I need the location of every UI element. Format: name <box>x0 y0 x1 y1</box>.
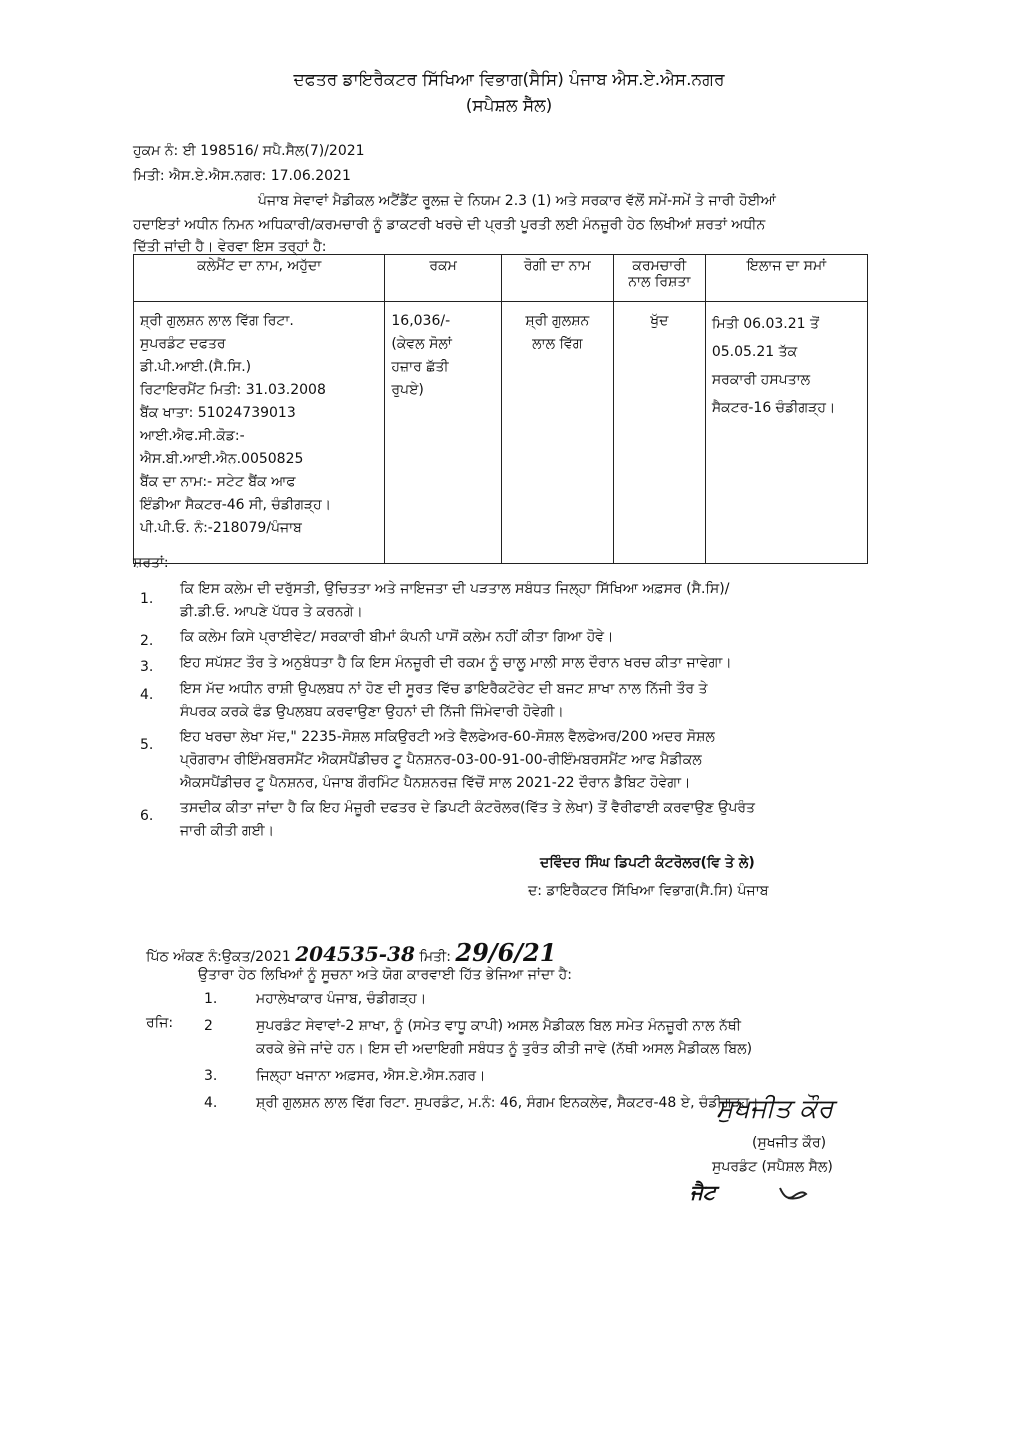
amount-cell <box>385 302 502 564</box>
treatment-cell <box>705 302 867 564</box>
patient-line: ਲਾਲ ਵਿੱਗ <box>532 336 583 352</box>
intro-line-2: ਹਦਾਇਤਾਂ ਅਧੀਨ ਨਿਮਨ ਅਧਿਕਾਰੀ/ਕਰਮਚਾਰੀ ਨੂੰ ਡਾਕਟਰੀ ਖਰਚੇ ਦੀ ਪ੍ਰਤੀ ਪੂਰਤੀ ਲਈ ਮੰਨਜ਼ੂਰੀ ਹੇਠ ਲਿਖੀਆਂ ਸ਼ਰਤਾਂ ਅਧੀਨ <box>133 217 766 233</box>
condition-number: 4. <box>140 687 154 703</box>
endorsement-number-item: 1. <box>204 991 218 1007</box>
amount-line: ਰੁਪਏ) <box>391 382 424 398</box>
office-subtitle: (ਸਪੈਸ਼ਲ ਸੈੱਲ) <box>465 96 553 116</box>
condition-number: 1. <box>140 591 154 607</box>
list-item <box>140 626 880 652</box>
claimant-line: ਸੁਪਰਡੰਟ ਦਫਤਰ <box>140 336 226 352</box>
claimant-line: ਪੀ.ਪੀ.ਓ. ਨੰ:-218079/ਪੰਜਾਬ <box>140 520 302 536</box>
treatment-line: ਮਿਤੀ 06.03.21 ਤੋਂ <box>711 316 819 332</box>
claimant-line: ਬੈਂਕ ਖਾਤਾ: 51024739013 <box>140 405 296 421</box>
office-title: ਦਫਤਰ ਡਾਇਰੈਕਟਰ ਸਿੱਖਿਆ ਵਿਭਾਗ(ਸੈਸਿ) ਪੰਜਾਬ ਐਸ.ਏ.ਐਸ.ਨਗਰ <box>293 70 725 90</box>
condition-line: ਪ੍ਰੋਗਰਾਮ ਰੀਇੰਮਬਰਸਮੈਂਟ ਐਕਸਪੈਂਡੀਚਰ ਟੂ ਪੈਨਸ਼ਨਰ-03-00-91-00-ਰੀਇੰਮਬਰਸਮੈਂਟ ਆਫ ਮੈਡੀਕਲ <box>180 752 702 768</box>
list-item <box>140 578 880 624</box>
relation-cell <box>613 302 705 564</box>
endorsement-number-prefix: ਪਿੱਠ ਅੰਕਣ ਨੰ:ਉਕਤ/2021 <box>146 949 291 965</box>
treatment-line: ਸੈਕਟਰ-16 ਚੰਡੀਗੜ੍ਹ। <box>711 400 836 416</box>
condition-line: ਸੰਪਰਕ ਕਰਕੇ ਫੰਡ ਉਪਲਬਧ ਕਰਵਾਉਣਾ ਉਹਨਾਂ ਦੀ ਨਿੱਜੀ ਜਿੰਮੇਵਾਰੀ ਹੋਵੇਗੀ। <box>180 704 564 720</box>
condition-line: ਕਿ ਇਸ ਕਲੇਮ ਦੀ ਦਰੁੱਸਤੀ, ਉਚਿਤਤਾ ਅਤੇ ਜਾਇਜਤਾ ਦੀ ਪੜਤਾਲ ਸਬੰਧਤ ਜਿਲ੍ਹਾ ਸਿੱਖਿਆ ਅਫ਼ਸਰ (ਸੈ.ਸਿ)/ <box>180 581 730 597</box>
treatment-line: ਸਰਕਾਰੀ ਹਸਪਤਾਲ <box>711 372 811 388</box>
condition-number: 6. <box>140 808 154 824</box>
header-relation: ਕਰਮਚਾਰੀ ਨਾਲ ਰਿਸ਼ਤਾ <box>613 255 705 302</box>
claimant-cell <box>134 302 385 564</box>
endorsement-line: ਸੁਪਰਡੰਟ ਸੇਵਾਵਾਂ-2 ਸ਼ਾਖਾ, ਨੂੰ (ਸਮੇਤ ਵਾਧੂ ਕਾਪੀ) ਅਸਲ ਮੈਡੀਕਲ ਬਿਲ ਸਮੇਤ ਮੰਨਜ਼ੂਰੀ ਨਾਲ ਨੱਥੀ <box>256 1018 741 1034</box>
condition-line: ਡੀ.ਡੀ.ਓ. ਆਪਣੇ ਪੱਧਰ ਤੇ ਕਰਨਗੇ। <box>180 604 363 620</box>
relation-value: ਖੁੱਦ <box>650 313 669 329</box>
endorsement-date-handwritten: 29/6/21 <box>455 938 557 967</box>
endorsement-number-item: 2 <box>204 1018 213 1034</box>
claimant-line: ਰਿਟਾਇਰਮੈਂਟ ਮਿਤੀ: 31.03.2008 <box>140 382 326 398</box>
superintendent-signature: ਸੁਖਜੀਤ ਕੌਰ <box>716 1094 834 1124</box>
claimant-line: ਡੀ.ਪੀ.ਆਈ.(ਸੈ.ਸਿ.) <box>140 359 252 375</box>
condition-line: ਇਸ ਮੱਦ ਅਧੀਨ ਰਾਸ਼ੀ ਉਪਲਬਧ ਨਾਂ ਹੋਣ ਦੀ ਸੂਰਤ ਵਿੱਚ ਡਾਇਰੈਕਟੋਰੇਟ ਦੀ ਬਜਟ ਸ਼ਾਖਾ ਨਾਲ ਨਿੱਜੀ ਤੌਰ ਤੇ <box>180 681 708 697</box>
condition-line: ਇਹ ਖਰਚਾ ਲੇਖਾ ਮੱਦ," 2235-ਸੋਸ਼ਲ ਸਕਿਉਰਟੀ ਅਤੇ ਵੈਲਫੇਅਰ-60-ਸੋਸ਼ਲ ਵੈਲਫੇਅਰ/200 ਅਦਰ ਸੋਸ਼ਲ <box>180 729 715 745</box>
condition-number: 3. <box>140 659 154 675</box>
condition-line: ਇਹ ਸਪੱਸ਼ਟ ਤੌਰ ਤੇ ਅਨੁਬੰਧਤਾ ਹੈ ਕਿ ਇਸ ਮੰਨਜ਼ੂਰੀ ਦੀ ਰਕਮ ਨੂੰ ਚਾਲੂ ਮਾਲੀ ਸਾਲ ਦੌਰਾਨ ਖਰਚ ਕੀਤਾ ਜਾਵੇਗਾ। <box>180 655 732 671</box>
endorsement-line: ਮਹਾਲੇਖਾਕਾਰ ਪੰਜਾਬ, ਚੰਡੀਗੜ੍ਹ। <box>256 991 427 1007</box>
order-number: ਹੁਕਮ ਨੰ: ਈ 198516/ ਸਪੈ.ਸੈਲ(7)/2021 <box>133 143 365 159</box>
initials-handwritten: ਜੈਟ <box>690 1180 716 1204</box>
patient-cell <box>501 302 613 564</box>
table-row <box>134 302 868 564</box>
amount-line: ਹਜ਼ਾਰ ਛੱਤੀ <box>391 359 449 375</box>
list-item <box>140 726 880 795</box>
endorsement-date-prefix: ਮਿਤੀ: <box>419 949 451 965</box>
amount-line: (ਕੇਵਲ ਸੋਲਾਂ <box>391 336 452 352</box>
signatory-name: ਦਵਿੰਦਰ ਸਿੰਘ ਡਿਪਟੀ ਕੰਟਰੋਲਰ(ਵਿ ਤੇ ਲੇ) <box>540 855 755 871</box>
endorsement-line: ਜਿਲ੍ਹਾ ਖਜਾਨਾ ਅਫ਼ਸਰ, ਐਸ.ਏ.ਐਸ.ਨਗਰ। <box>256 1068 486 1084</box>
claimant-line: ਸ਼੍ਰੀ ਗੁਲਸ਼ਨ ਲਾਲ ਵਿੱਗ ਰਿਟਾ. <box>140 313 294 329</box>
superintendent-name: (ਸੁਖਜੀਤ ਕੌਰ) <box>752 1135 827 1151</box>
list-item <box>204 1015 884 1061</box>
intro-line-1: ਪੰਜਾਬ ਸੇਵਾਵਾਂ ਮੈਡੀਕਲ ਅਟੈਂਡੈਂਟ ਰੂਲਜ਼ ਦੇ ਨਿਯਮ 2.3 (1) ਅਤੇ ਸਰਕਾਰ ਵੱਲੋਂ ਸਮੇਂ-ਸਮੇਂ ਤੇ ਜਾਰੀ ਹੋਈਆਂ <box>258 193 776 209</box>
condition-line: ਕਿ ਕਲੇਮ ਕਿਸੇ ਪ੍ਰਾਈਵੇਟ/ ਸਰਕਾਰੀ ਬੀਮਾਂ ਕੰਪਨੀ ਪਾਸੋਂ ਕਲੇਮ ਨਹੀਂ ਕੀਤਾ ਗਿਆ ਹੋਵੇ। <box>180 629 614 645</box>
initial-mark-icon <box>776 1182 810 1204</box>
list-item <box>140 797 880 843</box>
endorsement-line: ਕਰਕੇ ਭੇਜੇ ਜਾਂਦੇ ਹਨ। ਇਸ ਦੀ ਅਦਾਇਗੀ ਸਬੰਧਤ ਨੂੰ ਤੁਰੰਤ ਕੀਤੀ ਜਾਵੇ (ਨੱਥੀ ਅਸਲ ਮੈਡੀਕਲ ਬਿਲ) <box>256 1041 753 1057</box>
condition-line: ਜਾਰੀ ਕੀਤੀ ਗਈ। <box>180 823 275 839</box>
list-item <box>140 678 880 724</box>
order-date: ਮਿਤੀ: ਐਸ.ਏ.ਐਸ.ਨਗਰ: 17.06.2021 <box>133 168 351 184</box>
list-item <box>204 988 884 1011</box>
signatory-office: ਦ: ਡਾਇਰੈਕਟਰ ਸਿੱਖਿਆ ਵਿਭਾਗ(ਸੈ.ਸਿ) ਪੰਜਾਬ <box>528 883 769 899</box>
endorsement-intro: ਉਤਾਰਾ ਹੇਠ ਲਿਖਿਆਂ ਨੂੰ ਸੂਚਨਾ ਅਤੇ ਯੋਗ ਕਾਰਵਾਈ ਹਿੱਤ ਭੇਜਿਆ ਜਾਂਦਾ ਹੈ: <box>198 967 572 983</box>
header-amount: ਰਕਮ <box>385 255 502 302</box>
endorsement-number-item: 3. <box>204 1068 218 1084</box>
header-treatment: ਇਲਾਜ ਦਾ ਸਮਾਂ <box>705 255 867 302</box>
claimant-line: ਆਈ.ਐਫ.ਸੀ.ਕੋਡ:- <box>140 428 245 444</box>
claim-table <box>133 254 868 564</box>
list-item <box>140 652 880 678</box>
header-patient: ਰੋਗੀ ਦਾ ਨਾਮ <box>501 255 613 302</box>
header-claimant: ਕਲੇਮੈਂਟ ਦਾ ਨਾਮ, ਅਹੁੱਦਾ <box>134 255 385 302</box>
condition-line: ਤਸਦੀਕ ਕੀਤਾ ਜਾਂਦਾ ਹੈ ਕਿ ਇਹ ਮੰਜ਼ੂਰੀ ਦਫਤਰ ਦੇ ਡਿਪਟੀ ਕੰਟਰੋਲਰ(ਵਿੱਤ ਤੇ ਲੇਖਾ) ਤੋਂ ਵੈਰੀਫਾਈ ਕਰਵਾਉਣ ਉਪਰੰਤ <box>180 800 755 816</box>
registered-label: ਰਜਿ: <box>146 1015 174 1031</box>
endorsement-number-item: 4. <box>204 1095 218 1111</box>
conditions-list <box>140 578 880 843</box>
conditions-heading: ਸ਼ਰਤਾਂ: <box>133 555 169 571</box>
claimant-line: ਇੰਡੀਆ ਸੈਕਟਰ-46 ਸੀ, ਚੰਡੀਗੜ੍ਹ। <box>140 497 332 513</box>
condition-line: ਐਕਸਪੈਂਡੀਚਰ ਟੂ ਪੈਨਸ਼ਨਰ, ਪੰਜਾਬ ਗੌਰਮਿੰਟ ਪੈਨਸ਼ਨਰਜ਼ ਵਿੱਚੋਂ ਸਾਲ 2021-22 ਦੌਰਾਨ ਡੈਬਿਟ ਹੋਵੇਗਾ। <box>180 775 691 791</box>
claimant-line: ਐਸ.ਬੀ.ਆਈ.ਐਨ.0050825 <box>140 451 304 467</box>
condition-number: 5. <box>140 737 154 753</box>
condition-number: 2. <box>140 633 154 649</box>
treatment-line: 05.05.21 ਤੱਕ <box>711 344 798 360</box>
superintendent-designation: ਸੁਪਰਡੰਟ (ਸਪੈਸ਼ਲ ਸੈਲ) <box>712 1159 833 1175</box>
amount-line: 16,036/- <box>391 313 451 329</box>
claimant-line: ਬੈਂਕ ਦਾ ਨਾਮ:- ਸਟੇਟ ਬੈਂਕ ਆਫ <box>140 474 296 490</box>
patient-line: ਸ਼੍ਰੀ ਗੁਲਸ਼ਨ <box>525 313 590 329</box>
intro-line-3: ਦਿੱਤੀ ਜਾਂਦੀ ਹੈ। ਵੇਰਵਾ ਇਸ ਤਰ੍ਹਾਂ ਹੈ: <box>133 239 327 255</box>
endorsement-number-handwritten: 204535-38 <box>295 942 415 966</box>
endorsement-line: ਸ਼੍ਰੀ ਗੁਲਸ਼ਨ ਲਾਲ ਵਿੱਗ ਰਿਟਾ. ਸੁਪਰਡੰਟ, ਮ.ਨੰ: 46, ਸੰਗਮ ਇਨਕਲੇਵ, ਸੈਕਟਰ-48 ਏ, ਚੰਡੀਗੜ੍ਹ। <box>256 1095 759 1111</box>
table-header-row <box>134 255 868 302</box>
list-item <box>204 1065 884 1088</box>
